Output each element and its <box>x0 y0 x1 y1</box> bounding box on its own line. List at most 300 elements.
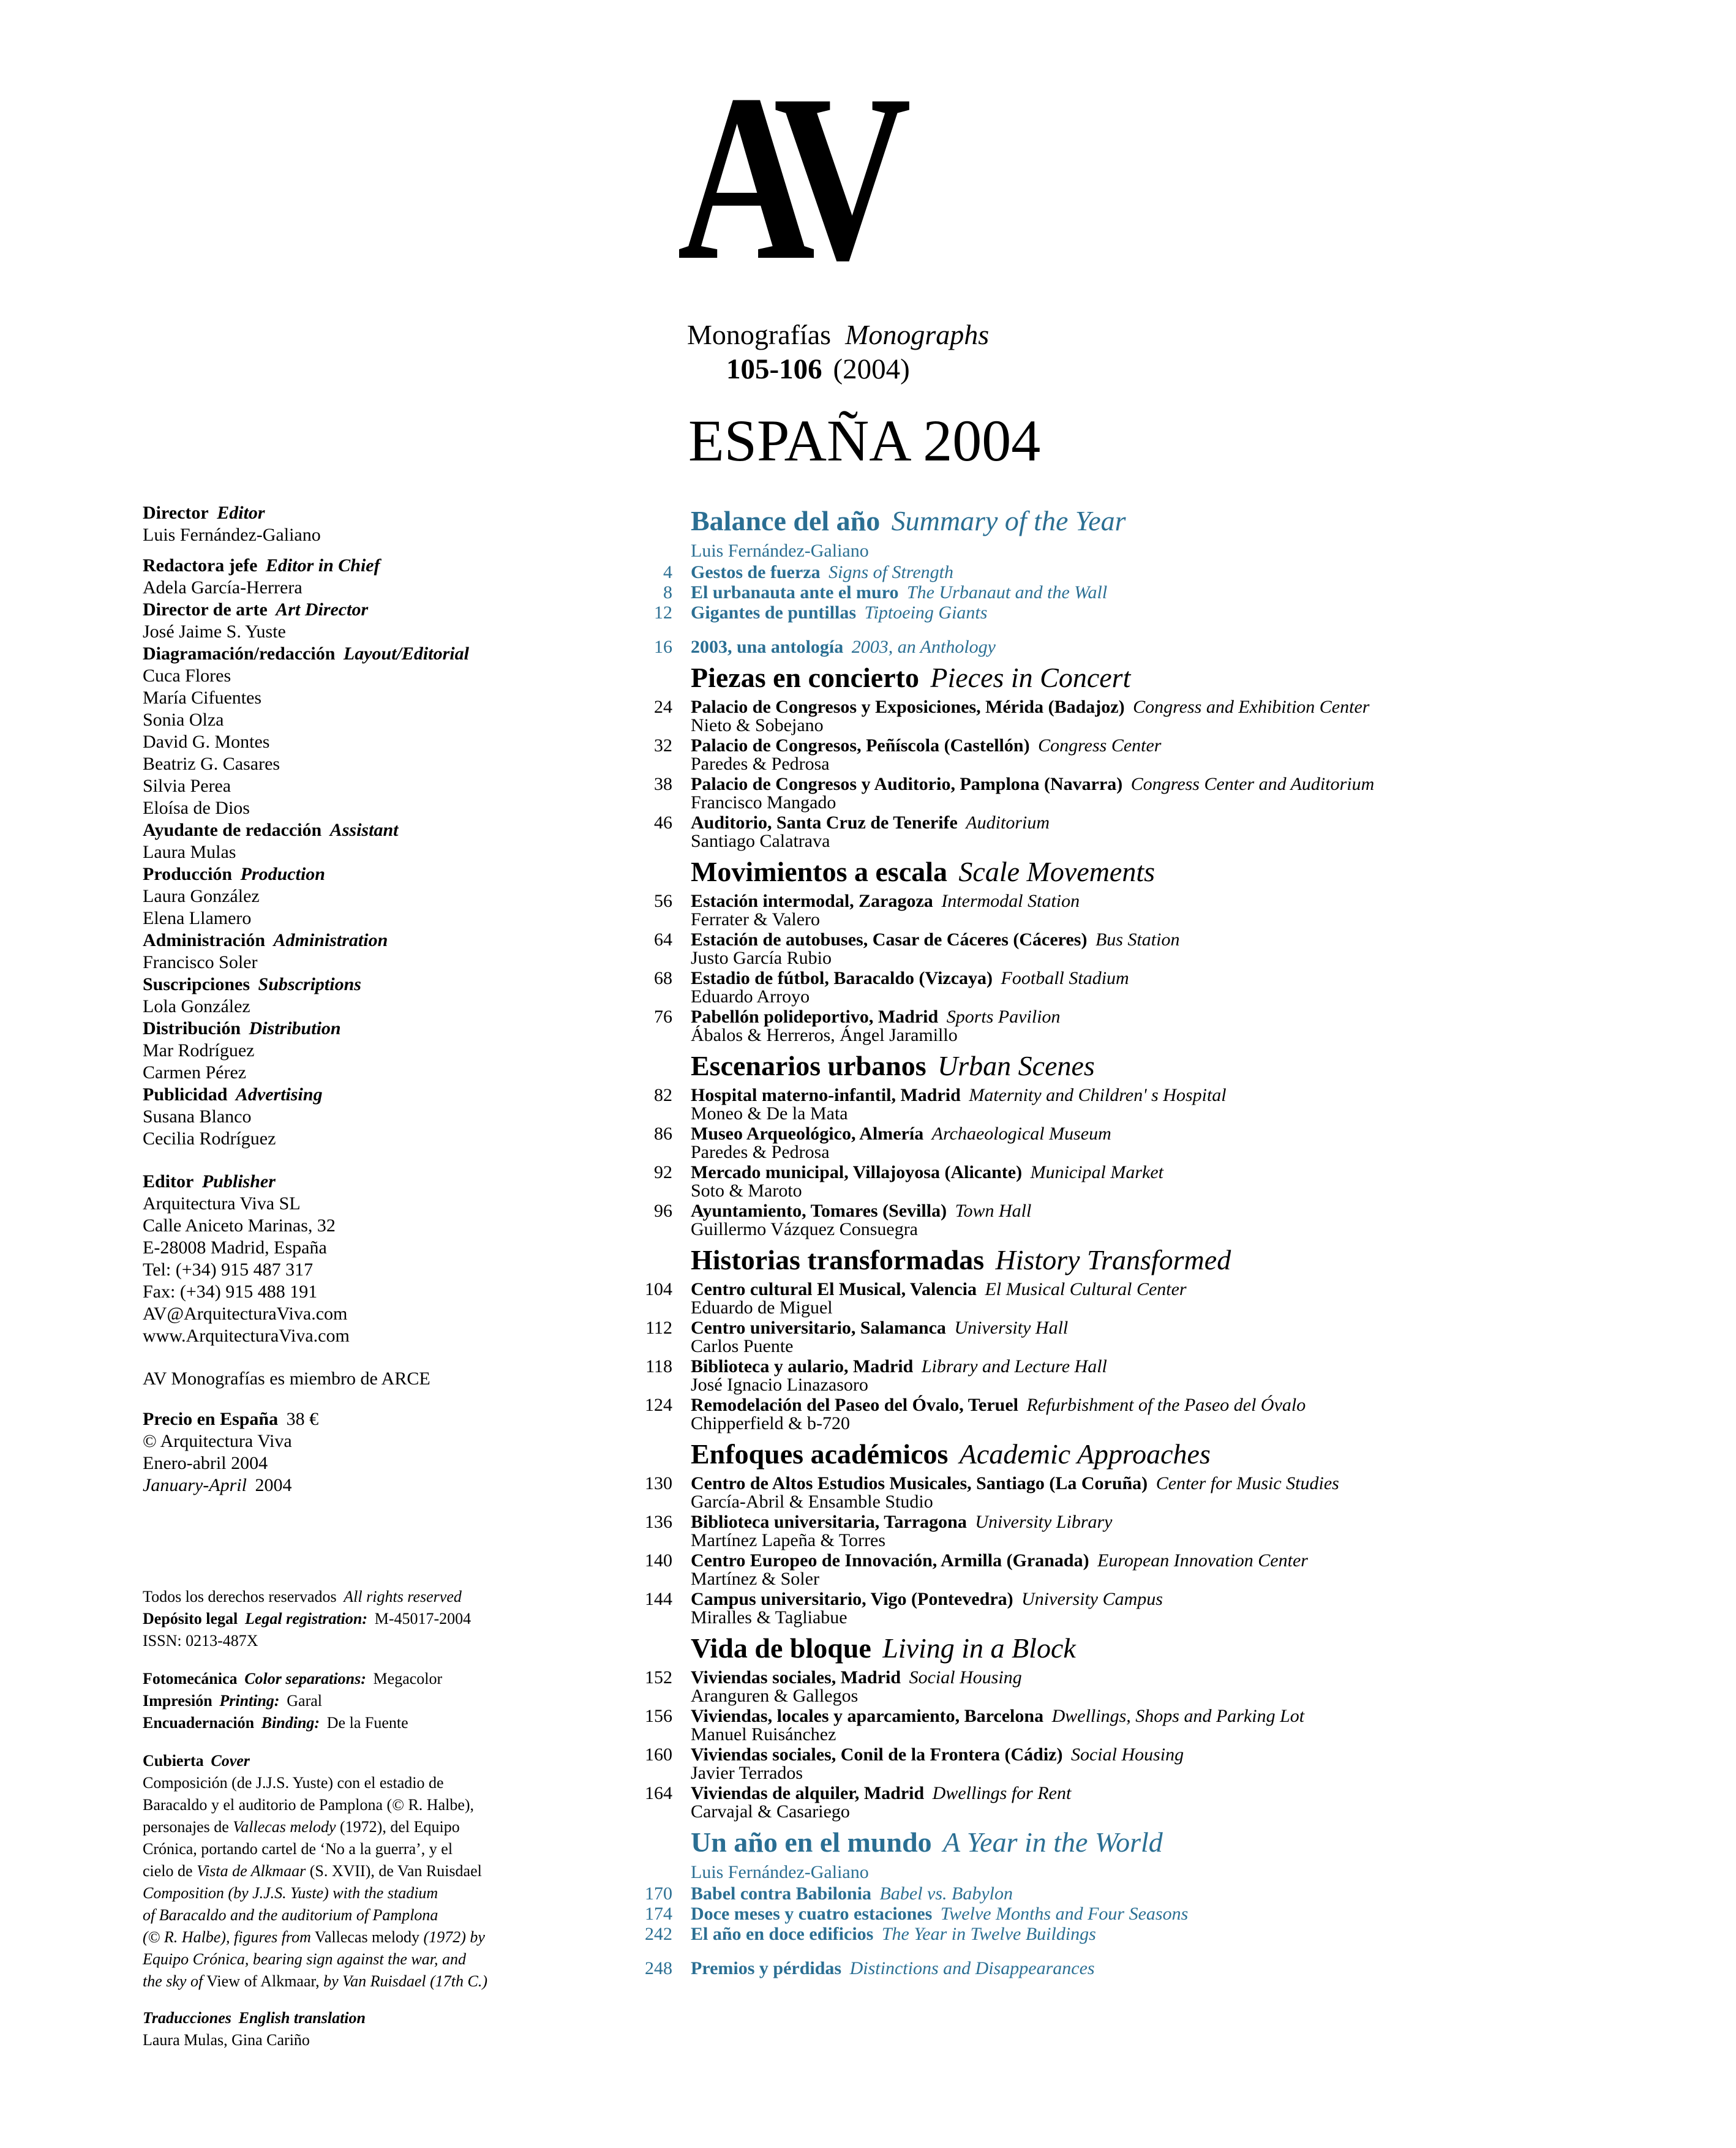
toc-entry-title-spanish: Auditorio, Santa Cruz de Tenerife <box>691 813 958 833</box>
credit-line <box>143 502 633 524</box>
role-label-spanish: Producción <box>143 864 233 884</box>
toc-entry-page-number: 124 <box>645 1395 672 1415</box>
credit-text: www.ArquitecturaViva.com <box>143 1326 350 1346</box>
toc-entry <box>600 1590 1555 1627</box>
toc-section-title-english: Pieces in Concert <box>930 662 1131 693</box>
toc-section <box>600 1439 1555 1627</box>
toc-entry-body <box>691 1746 1184 1782</box>
toc-entry-page-number: 144 <box>645 1589 672 1609</box>
credit-text: Susana Blanco <box>143 1106 252 1127</box>
toc-entry-title-english: University Hall <box>954 1318 1069 1338</box>
issue-line <box>726 353 910 386</box>
toc-entry-title-english: Dwellings, Shops and Parking Lot <box>1051 1706 1305 1726</box>
toc-entry-page-number: 82 <box>654 1085 672 1105</box>
toc-entry-page-number: 16 <box>654 637 672 657</box>
toc-entry-title-english: Congress and Exhibition Center <box>1133 697 1370 717</box>
toc-entry <box>600 1669 1555 1705</box>
toc-entry-body <box>691 1669 1022 1705</box>
toc-entry-title-spanish: Pabellón polideportivo, Madrid <box>691 1007 939 1027</box>
toc-entry <box>600 1396 1555 1433</box>
toc-entry-title-english: Archaeological Museum <box>931 1124 1111 1144</box>
toc-entry-body <box>691 563 953 582</box>
toc-entry-body <box>691 892 1080 929</box>
toc-entry-title-english: Tiptoeing Giants <box>864 603 988 623</box>
toc-entry-architect: Javier Terrados <box>691 1763 803 1783</box>
toc-entry-page-number: 8 <box>663 582 672 603</box>
cover-description-line <box>143 1948 645 1970</box>
cover-description-line <box>143 1882 645 1904</box>
toc-entry <box>600 638 1555 656</box>
toc-entry <box>600 814 1555 851</box>
toc-section-title-english: Academic Approaches <box>959 1438 1211 1470</box>
toc-entry-title-line <box>691 1707 1304 1726</box>
credit-line <box>143 863 633 885</box>
toc-entry-title-spanish: Estación intermodal, Zaragoza <box>691 891 933 911</box>
toc-entry-page-number: 118 <box>645 1356 672 1376</box>
toc-entry-page-number: 164 <box>645 1783 672 1803</box>
role-label-english: Cover <box>211 1752 250 1770</box>
plain-text: personajes de <box>143 1818 233 1836</box>
table-of-contents <box>600 506 1555 1980</box>
toc-section-title-spanish: Enfoques académicos <box>691 1438 949 1470</box>
toc-entry-body <box>691 1163 1163 1200</box>
credit-text: Lola González <box>143 996 250 1016</box>
toc-entry-title-line <box>691 931 1179 949</box>
toc-entry-body <box>691 1396 1306 1433</box>
toc-entry <box>600 1474 1555 1511</box>
toc-entry-title-line <box>691 1959 1095 1978</box>
toc-entry-page-number: 96 <box>654 1201 672 1221</box>
italic-text: by Van Ruisdael (17th C.) <box>323 1972 488 1990</box>
toc-entry-page-number: 32 <box>654 735 672 756</box>
toc-entry-page-number: 64 <box>654 929 672 950</box>
credit-line <box>143 599 633 621</box>
cover-description-line <box>143 1904 645 1926</box>
toc-entry-body <box>691 931 1179 967</box>
toc-entry-page-number: 86 <box>654 1124 672 1144</box>
toc-entry-body <box>691 1358 1107 1394</box>
italic-text: Vallecas melody <box>233 1818 336 1836</box>
toc-entry-page-number: 56 <box>654 891 672 911</box>
toc-section-title-spanish: Historias transformadas <box>691 1244 985 1275</box>
toc-entry-title-line <box>691 737 1161 755</box>
plain-text: (1972), del Equipo <box>336 1818 460 1836</box>
toc-entry <box>600 1125 1555 1162</box>
toc-entry-body <box>691 638 996 656</box>
toc-entry <box>600 892 1555 929</box>
toc-entry-title-line <box>691 1552 1308 1570</box>
toc-entry-architect: Aranguren & Gallegos <box>691 1686 859 1706</box>
credit-text: Calle Aniceto Marinas, 32 <box>143 1215 336 1236</box>
toc-entry-title-spanish: Estadio de fútbol, Baracaldo (Vizcaya) <box>691 968 993 988</box>
series-name-english: Monographs <box>845 319 990 350</box>
toc-entry-title-english: 2003, an Anthology <box>851 637 996 657</box>
credit-text: Beatriz G. Casares <box>143 754 280 774</box>
credit-text: Eloísa de Dios <box>143 798 250 818</box>
toc-entry-title-english: Congress Center <box>1038 735 1162 756</box>
toc-entry-page-number: 68 <box>654 968 672 988</box>
toc-section <box>600 1827 1555 1978</box>
credit-text: Tel: (+34) 915 487 317 <box>143 1260 314 1280</box>
magazine-logo: AV <box>677 45 895 310</box>
toc-entry-title-spanish: Biblioteca universitaria, Tarragona <box>691 1512 967 1532</box>
toc-entry-title-english: Football Stadium <box>1001 968 1129 988</box>
toc-entry-title-line <box>691 1474 1339 1493</box>
toc-section-heading <box>691 1245 1555 1275</box>
toc-entry-architect: Carvajal & Casariego <box>691 1801 850 1822</box>
toc-entry-title-line <box>691 638 996 656</box>
toc-section <box>600 506 1555 656</box>
toc-entry-page-number: 24 <box>654 697 672 717</box>
toc-section <box>600 663 1555 851</box>
role-label-english: Subscriptions <box>258 974 361 994</box>
toc-entry-body <box>691 604 987 622</box>
cover-description-line <box>143 1926 645 1948</box>
toc-entry-page-number: 174 <box>645 1904 672 1924</box>
toc-section-author: Luis Fernández-Galiano <box>691 541 869 561</box>
role-label-spanish: Director de arte <box>143 599 268 620</box>
toc-entry-title-line <box>691 969 1129 988</box>
toc-entry <box>600 1358 1555 1394</box>
toc-entry-title-line <box>691 1784 1071 1803</box>
label-spanish: Todos los derechos reservados <box>143 1588 337 1605</box>
toc-entry-architect: Eduardo Arroyo <box>691 986 810 1007</box>
toc-entry-title-english: Intermodal Station <box>941 891 1080 911</box>
credit-line <box>143 819 633 841</box>
toc-entry-architect: Manuel Ruisánchez <box>691 1724 836 1744</box>
cover-description-line <box>143 1838 645 1860</box>
toc-entry-title-english: Twelve Months and Four Seasons <box>940 1904 1189 1924</box>
credit-text: AV@ArquitecturaViva.com <box>143 1304 348 1324</box>
toc-entry <box>600 1959 1555 1978</box>
series-name-spanish: Monografías <box>687 319 832 350</box>
toc-section-heading <box>691 1827 1555 1858</box>
toc-section-heading <box>691 1051 1555 1081</box>
credit-text: Fax: (+34) 915 488 191 <box>143 1282 318 1302</box>
toc-entry-title-spanish: Campus universitario, Vigo (Pontevedra) <box>691 1589 1013 1609</box>
legal-label-english: Color separations: <box>244 1670 366 1688</box>
toc-section <box>600 1245 1555 1433</box>
toc-entry-title-line <box>691 892 1080 911</box>
toc-entry <box>600 1008 1555 1045</box>
credit-line <box>143 1084 633 1106</box>
role-label-spanish: Distribución <box>143 1018 241 1038</box>
role-label-spanish: Director <box>143 503 209 523</box>
toc-entry-title-spanish: Museo Arqueológico, Almería <box>691 1124 924 1144</box>
issue-year: (2004) <box>833 353 910 385</box>
toc-entry-body <box>691 1885 1013 1903</box>
credit-text: Silvia Perea <box>143 776 231 796</box>
toc-entry-architect: Martínez & Soler <box>691 1569 819 1589</box>
plain-text: Composición (de J.J.S. Yuste) con el estadio de <box>143 1774 444 1792</box>
toc-entry-title-spanish: 2003, una antología <box>691 637 844 657</box>
toc-entry-body <box>691 584 1107 602</box>
toc-entry-body <box>691 1784 1071 1821</box>
toc-entry-title-english: University Campus <box>1021 1589 1163 1609</box>
credit-text: Arquitectura Viva SL <box>143 1193 301 1214</box>
legal-label-english: Printing: <box>219 1692 280 1710</box>
toc-entry-title-spanish: Doce meses y cuatro estaciones <box>691 1904 933 1924</box>
toc-entry-title-spanish: Centro Europeo de Innovación, Armilla (Granada) <box>691 1550 1089 1571</box>
toc-section-title-spanish: Movimientos a escala <box>691 856 948 887</box>
toc-entry-title-line <box>691 698 1369 716</box>
toc-entry-title-english: Auditorium <box>966 813 1050 833</box>
role-label-english: Publisher <box>201 1171 276 1192</box>
cover-description-line <box>143 1970 645 1992</box>
toc-entry-page-number: 46 <box>654 813 672 833</box>
toc-entry-body <box>691 1925 1096 1943</box>
toc-entry-architect: Chipperfield & b-720 <box>691 1413 850 1433</box>
toc-entry-body <box>691 737 1161 773</box>
toc-entry-body <box>691 1125 1111 1162</box>
toc-entry-title-spanish: Biblioteca y aulario, Madrid <box>691 1356 914 1376</box>
spacer <box>143 1150 633 1171</box>
plain-text: (S. XVII), de Van Ruisdael <box>306 1862 482 1880</box>
issue-number: 105-106 <box>726 353 822 385</box>
toc-entry <box>600 1552 1555 1588</box>
toc-entry-body <box>691 1202 1031 1239</box>
toc-section-title-spanish: Balance del año <box>691 505 881 536</box>
toc-entry-title-english: El Musical Cultural Center <box>985 1279 1187 1299</box>
toc-entry <box>600 737 1555 773</box>
toc-entry-title-english: Social Housing <box>1070 1744 1184 1765</box>
label-english: All rights reserved <box>344 1588 462 1605</box>
legal-label-spanish: Fotomecánica <box>143 1670 238 1688</box>
toc-entry-architect: Eduardo de Miguel <box>691 1297 833 1318</box>
legal-label-english: Legal registration: <box>244 1610 368 1628</box>
toc-entry-title-line <box>691 1669 1022 1687</box>
toc-entry-title-english: University Library <box>975 1512 1113 1532</box>
toc-entry <box>600 775 1555 812</box>
credit-line <box>143 929 633 952</box>
toc-entry-body <box>691 1008 1061 1045</box>
toc-entry-title-line <box>691 1358 1107 1376</box>
legal-label-spanish: Depósito legal <box>143 1610 238 1628</box>
legal-value: Garal <box>287 1692 323 1710</box>
toc-entry-title-spanish: El año en doce edificios <box>691 1924 874 1944</box>
credit-line <box>143 643 633 665</box>
series-line <box>687 318 989 351</box>
toc-entry-body <box>691 814 1050 851</box>
toc-entry-page-number: 130 <box>645 1473 672 1493</box>
role-label-english: Advertising <box>235 1084 323 1105</box>
cover-description-line <box>143 1794 645 1816</box>
credit-text: Cecilia Rodríguez <box>143 1128 276 1149</box>
toc-entry-page-number: 242 <box>645 1924 672 1944</box>
label-bold: Precio en España <box>143 1409 279 1429</box>
toc-entry <box>600 1319 1555 1356</box>
credit-text: Sonia Olza <box>143 710 224 730</box>
italic-text: Vista de Alkmaar <box>197 1862 306 1880</box>
toc-section-title-english: Living in a Block <box>882 1632 1076 1664</box>
toc-entry <box>600 1925 1555 1943</box>
toc-entry-title-spanish: Mercado municipal, Villajoyosa (Alicante) <box>691 1162 1023 1182</box>
role-label-english: Art Director <box>276 599 369 620</box>
toc-entry-title-spanish: Viviendas de alquiler, Madrid <box>691 1783 925 1803</box>
legal-label-english: Binding: <box>261 1714 320 1732</box>
toc-entry-title-line <box>691 1163 1163 1182</box>
plain-text: View of Alkmaar, <box>203 1972 324 1990</box>
toc-entry-title-spanish: Gigantes de puntillas <box>691 603 857 623</box>
credit-text: Laura González <box>143 886 260 906</box>
role-label-spanish: Ayudante de redacción <box>143 820 322 840</box>
label-english: English translation <box>238 2009 366 2027</box>
credit-text: Laura Mulas, Gina Cariño <box>143 2031 310 2049</box>
toc-entry-title-spanish: Centro universitario, Salamanca <box>691 1318 946 1338</box>
legal-label-spanish: Impresión <box>143 1692 212 1710</box>
toc-entry-page-number: 136 <box>645 1512 672 1532</box>
toc-entry-title-english: The Urbanaut and the Wall <box>906 582 1108 603</box>
credit-text: Elena Llamero <box>143 908 252 928</box>
toc-entry-title-spanish: El urbanauta ante el muro <box>691 582 899 603</box>
cover-description-line <box>143 1860 645 1882</box>
toc-entry-title-english: Maternity and Children' s Hospital <box>969 1085 1227 1105</box>
credit-text: María Cifuentes <box>143 688 262 708</box>
toc-entry-body <box>691 969 1129 1006</box>
toc-entry-title-english: Babel vs. Babylon <box>879 1883 1013 1904</box>
spacer <box>143 1390 633 1408</box>
toc-entry <box>600 1885 1555 1903</box>
credit-text: Enero-abril 2004 <box>143 1453 268 1473</box>
toc-entry-architect: Guillermo Vázquez Consuegra <box>691 1219 919 1239</box>
credit-text: José Jaime S. Yuste <box>143 621 286 642</box>
toc-entry-page-number: 156 <box>645 1706 672 1726</box>
credit-text: E-28008 Madrid, España <box>143 1237 327 1258</box>
toc-entry-body <box>691 1905 1188 1923</box>
toc-entry-page-number: 152 <box>645 1667 672 1688</box>
role-label-english: Layout/Editorial <box>343 644 469 664</box>
toc-entry-body <box>691 698 1369 735</box>
credit-line <box>143 1750 645 1772</box>
label-spanish: Traducciones <box>143 2009 231 2027</box>
toc-entry-page-number: 12 <box>654 603 672 623</box>
toc-entry-architect: Nieto & Sobejano <box>691 715 824 735</box>
toc-section-title-english: Urban Scenes <box>938 1050 1095 1081</box>
toc-section-title-spanish: Vida de bloque <box>691 1632 871 1664</box>
toc-entry <box>600 1784 1555 1821</box>
cover-description-line <box>143 1816 645 1838</box>
credit-text: AV Monografías es miembro de ARCE <box>143 1369 430 1389</box>
toc-entry-page-number: 112 <box>645 1318 672 1338</box>
plain-text: cielo de <box>143 1862 197 1880</box>
toc-entry-architect: Miralles & Tagliabue <box>691 1607 847 1628</box>
toc-section-heading <box>691 506 1555 536</box>
role-label-spanish: Editor <box>143 1171 194 1192</box>
spacer <box>143 1652 645 1668</box>
toc-entry-title-spanish: Remodelación del Paseo del Óvalo, Teruel <box>691 1395 1018 1415</box>
toc-entry-title-line <box>691 1905 1188 1923</box>
toc-entry-body <box>691 1474 1339 1511</box>
toc-entry-body <box>691 1590 1163 1627</box>
credit-text: Carmen Pérez <box>143 1062 247 1083</box>
role-label-spanish: Administración <box>143 930 266 950</box>
toc-entry-title-line <box>691 1280 1187 1299</box>
toc-entry-title-line <box>691 1086 1227 1105</box>
toc-entry-title-line <box>691 604 987 622</box>
toc-entry-title-spanish: Viviendas sociales, Madrid <box>691 1667 901 1688</box>
role-label-spanish: Suscripciones <box>143 974 250 994</box>
credit-text: David G. Montes <box>143 732 270 752</box>
toc-entry-title-line <box>691 775 1374 794</box>
toc-section-title-spanish: Escenarios urbanos <box>691 1050 926 1081</box>
toc-entry <box>600 604 1555 622</box>
toc-entry-title-english: Congress Center and Auditorium <box>1130 774 1375 794</box>
credit-text: Cuca Flores <box>143 666 231 686</box>
toc-entry-page-number: 160 <box>645 1744 672 1765</box>
toc-entry <box>600 1280 1555 1317</box>
toc-entry-page-number: 38 <box>654 774 672 794</box>
toc-entry-title-english: Bus Station <box>1095 929 1180 950</box>
toc-entry-title-line <box>691 1885 1013 1903</box>
toc-entry-title-spanish: Hospital materno-infantil, Madrid <box>691 1085 961 1105</box>
toc-entry-title-english: Distinctions and Disappearances <box>849 1958 1095 1978</box>
toc-entry-title-spanish: Palacio de Congresos y Exposiciones, Mérida (Badajoz) <box>691 697 1125 717</box>
masthead-credits <box>143 502 633 1496</box>
role-label-spanish: Publicidad <box>143 1084 228 1105</box>
toc-entry-title-line <box>691 1513 1113 1531</box>
toc-entry-title-spanish: Gestos de fuerza <box>691 562 821 582</box>
toc-entry-page-number: 76 <box>654 1007 672 1027</box>
toc-entry-title-spanish: Premios y pérdidas <box>691 1958 842 1978</box>
toc-entry <box>600 1086 1555 1123</box>
toc-entry-title-english: Signs of Strength <box>829 562 954 582</box>
credit-line <box>143 1608 645 1630</box>
toc-entry-title-spanish: Viviendas, locales y aparcamiento, Barcelona <box>691 1706 1044 1726</box>
toc-entry-title-spanish: Estación de autobuses, Casar de Cáceres (Cáceres) <box>691 929 1088 950</box>
toc-entry-page-number: 92 <box>654 1162 672 1182</box>
spacer <box>143 1347 633 1368</box>
toc-entry-title-spanish: Babel contra Babilonia <box>691 1883 872 1904</box>
toc-section-title-english: History Transformed <box>995 1244 1231 1275</box>
toc-entry-title-english: Social Housing <box>909 1667 1022 1688</box>
toc-entry <box>600 1905 1555 1923</box>
toc-entry-title-line <box>691 1319 1068 1337</box>
role-label-spanish: Redactora jefe <box>143 555 258 576</box>
toc-entry-title-line <box>691 1590 1163 1609</box>
legal-value: Megacolor <box>373 1670 443 1688</box>
toc-entry-architect: Soto & Maroto <box>691 1181 802 1201</box>
toc-entry <box>600 1513 1555 1550</box>
cover-description-line <box>143 1772 645 1794</box>
toc-entry <box>600 1163 1555 1200</box>
credit-text: © Arquitectura Viva <box>143 1431 292 1451</box>
toc-entry-body <box>691 1086 1227 1123</box>
toc-section-title-english: Scale Movements <box>958 856 1155 887</box>
toc-entry-title-line <box>691 1008 1061 1026</box>
toc-section <box>600 1633 1555 1821</box>
toc-entry <box>600 584 1555 602</box>
role-label-english: Production <box>240 864 325 884</box>
toc-entry-page-number: 104 <box>645 1279 672 1299</box>
toc-entry-title-spanish: Centro cultural El Musical, Valencia <box>691 1279 977 1299</box>
toc-entry <box>600 931 1555 967</box>
toc-entry-body <box>691 1513 1113 1550</box>
toc-entry-title-line <box>691 563 953 582</box>
credit-line <box>143 555 633 577</box>
toc-section-heading <box>691 1439 1555 1470</box>
role-label-english: Editor <box>217 503 265 523</box>
toc-entry <box>600 698 1555 735</box>
colophon <box>143 1586 645 2051</box>
toc-entry <box>600 1746 1555 1782</box>
role-label-english: Editor in Chief <box>265 555 380 576</box>
toc-entry-page-number: 140 <box>645 1550 672 1571</box>
credit-line <box>143 1586 645 1608</box>
toc-entry-title-english: Refurbishment of the Paseo del Óvalo <box>1026 1395 1306 1415</box>
plain-text: Crónica, portando cartel de ‘No a la guerra’, y el <box>143 1840 453 1858</box>
toc-section-author: Luis Fernández-Galiano <box>691 1862 869 1882</box>
toc-section-heading <box>691 857 1555 887</box>
